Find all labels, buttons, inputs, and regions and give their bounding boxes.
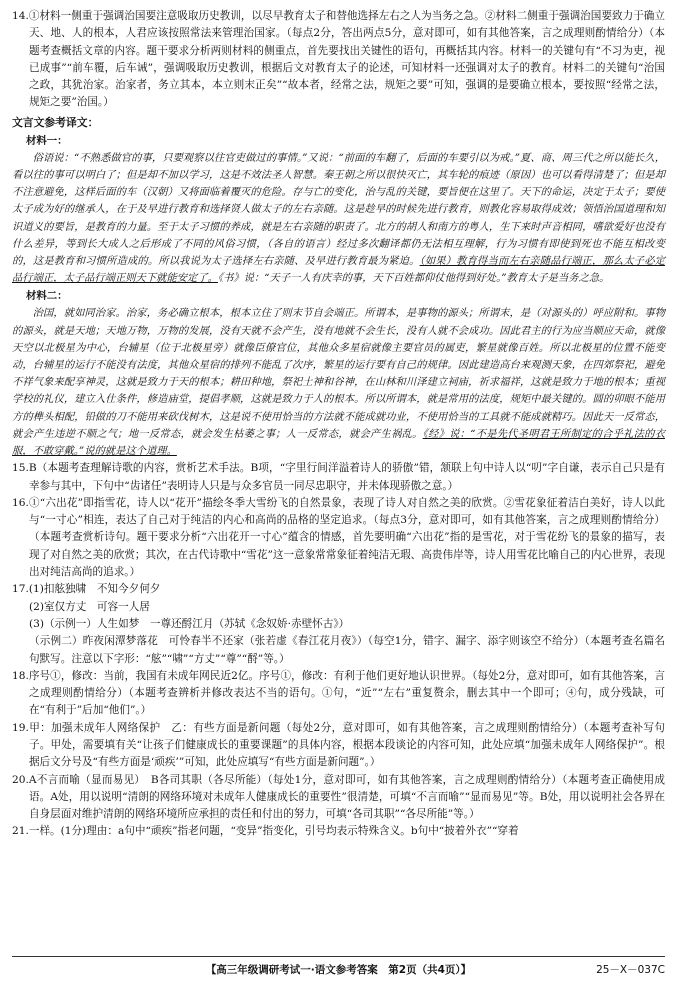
page-footer bbox=[12, 956, 665, 979]
material-one-heading: 材料一： bbox=[26, 134, 68, 147]
answer-q17-3: (3)（示例一）人生如梦 一尊还酹江月（苏轼《念奴娇·赤壁怀古》） bbox=[28, 617, 350, 630]
answer-q14: 14.①材料一侧重于强调治国要注意吸取历史教训，以尽早教育太子和替他选择左右之人为当务之急。②材料二侧重于强调治国要致力于确立天、地、人的根本，人君应该按照常法来管理治国家。（每点2分，答出两点5分，意对即可，如有其他答案，言之成理则酌情给分）（本题考查概括文章的内容。题干要求分析两则材料的侧重点，首先要找出关键性的语句，再概括其内容。材料一的关键句有“不习为吏，视已成事”“前车覆，后车诫”，强调吸取历史教训，根据后文对教育太子的论述，可知材料一还强调对太子的教育。材料二的关键句“治国之政，其犹治家。治家者，务立其本，本立则末正矣”“故本者，经常之法，规矩之要”可知，强调的是要确立根本，要按照“经常之法，规矩之要”治国。） bbox=[12, 10, 665, 109]
answer-q21: 21.一样。(1分)理由：a句中“顽疾”指老问题，“变异”指变化，引号均表示特殊含义。b句中“披着外衣”“穿着 bbox=[12, 825, 519, 838]
answer-q19: 19.甲：加强未成年人网络保护 乙：有些方面是新问题（每处2分，意对即可，如有其他答案，言之成理则酌情给分）（本题考查补写句子。甲处，需要填有关“让孩子们健康成长的重要课题”的具体内容，根据本段谈论的内容可知，此处应填“加强未成年人网络保护”。根据后文分号及“有些方面是‘顽疾’”可知，此处应填写“有些方面是新问题”。） bbox=[12, 721, 665, 769]
answer-q17-1: 17.(1)扣舷独啸 不知今夕何夕 bbox=[12, 583, 161, 596]
answer-q16: 16.①“六出花”即指雪花，诗人以“花开”描绘冬季大雪纷飞的自然景象，表现了诗人对自然之美的欣赏。②雪花象征着洁白美好，诗人以此与“一寸心”相连，表达了自己对于纯洁的内心和高尚的品格的坚定追求。（每点3分，意对即可，如有其他答案，言之成理则酌情给分）（本题考查赏析诗句。题干要求分析“六出花开一寸心”蕴含的情感，首先要明确“六出花”指的是雪花，对于雪花纷飞的景象的描写，表现了对自然之美的欣赏；其次，在古代诗歌中“雪花”这一意象常常象征着纯洁无瑕、高贵伟岸等，诗人用雪花比喻自己的内心世界，表现出对纯洁高尚的追求。） bbox=[12, 496, 665, 579]
footer-title: 【高三年级调研考试一·语文参考答案 第2页（共4页）】 bbox=[205, 964, 472, 976]
answer-q15: 15.B（本题考查理解诗歌的内容，赏析艺术手法。B项，“字里行间洋溢着诗人的骄傲”错，颔联上句中诗人以“叨”字自谦，表示自己只是有幸参与其中，下句中“齿诸任”表明诗人只是与众多官员一同尽忠职守，并未体现骄傲之意。） bbox=[12, 462, 665, 492]
answer-q17-4: （示例二）昨夜闲潭梦落花 可怜春半不还家（张若虚《春江花月夜》）（每空1分，错字、漏字、添字则该空不给分）（本题考查名篇名句默写。注意以下字形：“舷”“啸”“方丈”“尊”“酹”等。） bbox=[28, 635, 665, 665]
material-one-translation: 俗语说：“不熟悉做官的事，只要观察以往官吏做过的事情。”又说：“前面的车翻了，后面的车要引以为戒。”夏、商、周三代之所以能长久，看以往的事可以明白了；但是却不加以学习，这是不效法圣人智慧。秦王朝之所以很快灭亡，其车轮的痕迹（原因）也可以看得清楚了；但是却不注意避免，这样后面的车（汉朝）又将面临着覆灭的危险。存与亡的变化，治与乱的关键，要旨便在这里了。天下的命运，决定于太子；要使太子成为好的继承人，在于及早进行教育和选择贤人做太子的左右亲随。这是趁早的时候先进行教育，则教化容易取得成效；领悟治国道理和知识道义的要旨，是教育的力量。至于太子习惯的养成，就是左右亲随的职责了。北方的胡人和南方的粤人，生下来时声音相同，嗜欲爱好也没有什么差异，等到长大成人之后形成了不同的风俗习惯，（各自的语言）经过多次翻译都仍无法相互理解，行为习惯有即使到死也不能互相改变的，这是教育和习惯所造成的。所以我说为太子选择左右亲随、及早进行教育最为紧迫。（如果）教育得当而左右亲随品行端正，那么太子必定品行端正，太子品行端正则天下就能安定了。《书》说：“天子一人有庆幸的事，天下百姓都仰仗他得到好处。”教育太子是当务之急。 bbox=[12, 151, 665, 285]
answer-q18: 18.序号①，修改：当前，我国有未成年网民近2亿。序号①，修改：有利于他们更好地认识世界。（每处2分，意对即可，如有其他答案，言之成理则酌情给分）（本题考查辨析并修改表达不当的语句。①句，“近”“左右”重复赘余，删去其中一个即可；④句，成分残缺，可在“有利于”后加“他们”。） bbox=[12, 669, 665, 717]
material-two-underlined-sentence: 《经》说：“不是先代圣明君王所制定的合乎礼法的衣服，不敢穿戴。”说的就是这个道理。 bbox=[12, 427, 665, 458]
footer-code: 25－X－037C bbox=[596, 964, 665, 976]
answer-q20: 20.A不言而喻（显而易见） B各司其职（各尽所能）（每处1分，意对即可，如有其他答案，言之成理则酌情给分）（本题考查正确使用成语。A处，用以说明“清朗的网络环境对未成年人健康成长的重要性”很清楚，可填“不言而喻”“显而易见”等。B处，用以说明社会各界在自身层面对维护清朗的网络环境所应承担的责任和付出的努力，可填“各司其职”“各尽所能”等。） bbox=[12, 773, 665, 821]
material-one-underlined-sentence: （如果）教育得当而左右亲随品行端正，那么太子必定品行端正，太子品行端正则天下就能安定了。 bbox=[12, 255, 665, 285]
material-two-heading: 材料二： bbox=[26, 290, 68, 303]
translation-heading: 文言文参考译文： bbox=[12, 115, 99, 129]
material-two-translation: 治国，就如同治家。治家，务必确立根本，根本立住了则末节自会端正。所谓本，是事物的源头；所谓末，是（对源头的）呼应附和。事物的源头，就是天地；天地万物，万物的发展，没有天就不会产生，没有地就不会生长，没有人就不会成功。因此君主的行为应当顺应天命，就像天空以北极星为中心，台辅星（位于北极星旁）就像臣僚官位，其他众多星宿就像主要官员的属吏，繁星就像百姓。所以北极星的位置不能变动，台辅星的运行不能没有法度，其他众星宿的排列不能乱了次序，繁星的运行要有自己的规律。因此建造高台来观测天象，在四郊祭祀，避免不祥气象来配享神灵，这就是致力于天的根本；耕田种地，祭祀土神和谷神，在山林和川泽建立祠庙，祈求福祥，这就是致力于地的根本；重视学校的礼仪，建立入仕条件，修造庙堂，提倡孝顺，这就是致力于人的根本。所以所谓本，就是常用的法度，规矩中最关键的。圆的卯眼不能用方的榫头相配，铅做的刀不能用来砍伐树木，这是说不使用恰当的方法就不能成就功业，不使用恰当的工具就不能成就精巧。因此天一反常态，就会产生违逆不顺之气；地一反常态，就会发生枯萎之事；人一反常态，就会产生祸乱。《经》说：“不是先代圣明君王所制定的合乎礼法的衣服，不敢穿戴。”说的就是这个道理。 bbox=[12, 307, 665, 458]
answer-q17-2: (2)室仅方丈 可容一人居 bbox=[28, 600, 150, 613]
